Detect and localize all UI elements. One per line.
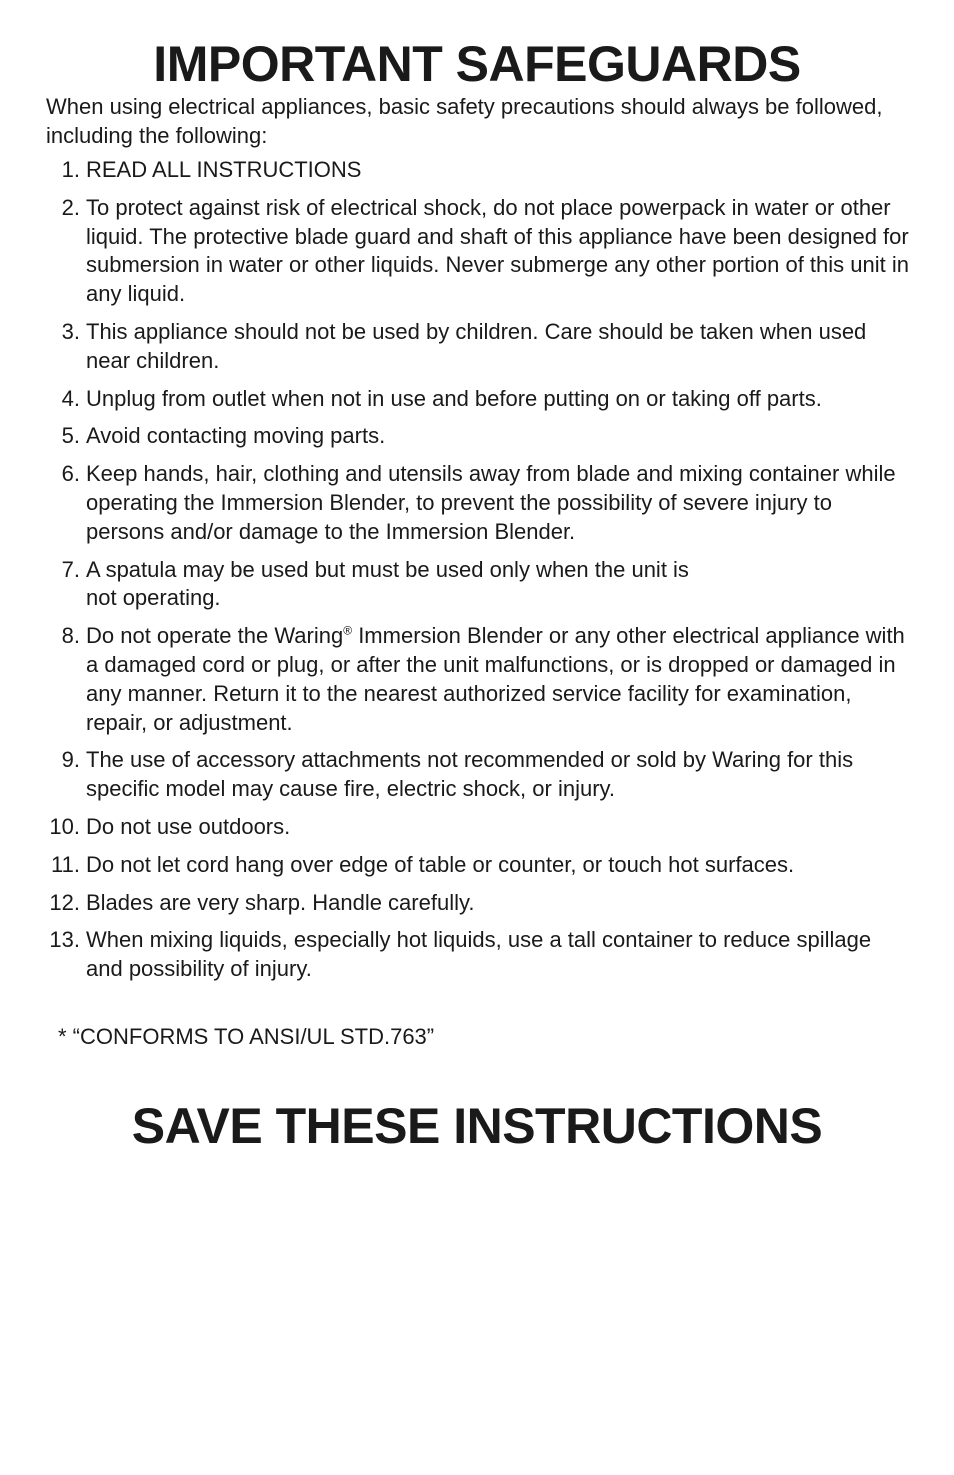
- item-number: 7.: [61, 556, 80, 582]
- item-text: This appliance should not be used by children. Care should be taken when used near children.: [86, 318, 867, 373]
- item-number: 12.: [49, 889, 80, 915]
- item-text: To protect against risk of electrical shock, do not place powerpack in water or other liquid. The protective blade guard and shaft of this appliance have been designed for submersion in water or other liquids. Never submerge any other portion of this unit in any liquid.: [86, 194, 909, 307]
- list-item: [0, 156, 954, 185]
- item-number: 5.: [61, 423, 80, 449]
- item-number: 11.: [51, 851, 80, 877]
- item-text: The use of accessory attachments not recommended or sold by Waring for this specific model may cause fire, electric shock, or injury.: [86, 747, 854, 802]
- item-number: 13.: [49, 927, 80, 953]
- list-item: [0, 813, 954, 842]
- list-item: [0, 422, 954, 451]
- item-text: When mixing liquids, especially hot liquids, use a tall container to reduce spillage and possibility of injury.: [86, 927, 872, 982]
- list-item: [0, 889, 954, 918]
- item-number: 3.: [61, 318, 80, 344]
- item-text: Avoid contacting moving parts.: [86, 423, 386, 449]
- item-number: 4.: [61, 385, 80, 411]
- list-item: [0, 460, 954, 546]
- list-item: [0, 318, 954, 376]
- registered-mark: ®: [343, 623, 353, 638]
- list-item: [0, 194, 954, 309]
- item-number: 8.: [61, 623, 80, 649]
- item-text-line2: not operating.: [86, 585, 221, 611]
- item-text-line1: A spatula may be used but must be used only when the unit is: [86, 556, 689, 582]
- list-item: [0, 385, 954, 414]
- page-title: IMPORTANT SAFEGUARDS: [153, 36, 801, 92]
- intro-paragraph: When using electrical appliances, basic safety precautions should always be followed, including the following:: [46, 94, 883, 148]
- list-item: [0, 926, 954, 984]
- item-number: 6.: [61, 461, 80, 487]
- item-text: Blades are very sharp. Handle carefully.: [86, 889, 475, 915]
- item-number: 2.: [61, 194, 80, 220]
- item-text: Unplug from outlet when not in use and before putting on or taking off parts.: [86, 385, 822, 411]
- list-item: [0, 622, 954, 737]
- save-instructions-heading: SAVE THESE INSTRUCTIONS: [131, 1098, 823, 1154]
- item-number: 1.: [61, 157, 80, 182]
- list-item: [0, 851, 954, 880]
- item-text: Do not use outdoors.: [86, 813, 291, 839]
- conformance-note: * “CONFORMS TO ANSI/UL STD.763”: [58, 1024, 435, 1049]
- list-item: [0, 746, 954, 804]
- safeguards-list: [0, 156, 954, 993]
- item-text: Keep hands, hair, clothing and utensils away from blade and mixing container while operating the Immersion Blender, to prevent the possibility of severe injury to persons and/or damage to the Immersion Blender.: [86, 461, 896, 544]
- item-text-rest: Immersion Blender or any other electrical appliance with a damaged cord or plug, or after the unit malfunctions, or is dropped or damaged in any manner. Return it to the nearest authorized service facility for examination, repair, or adjustment.: [86, 623, 905, 735]
- item-number: 10.: [49, 813, 80, 839]
- item-text: Do not let cord hang over edge of table or counter, or touch hot surfaces.: [86, 851, 795, 877]
- item-text: READ ALL INSTRUCTIONS: [86, 157, 362, 182]
- item-number: 9.: [61, 747, 80, 773]
- item-text-start: Do not operate the Waring: [86, 623, 344, 649]
- list-item: [0, 556, 954, 614]
